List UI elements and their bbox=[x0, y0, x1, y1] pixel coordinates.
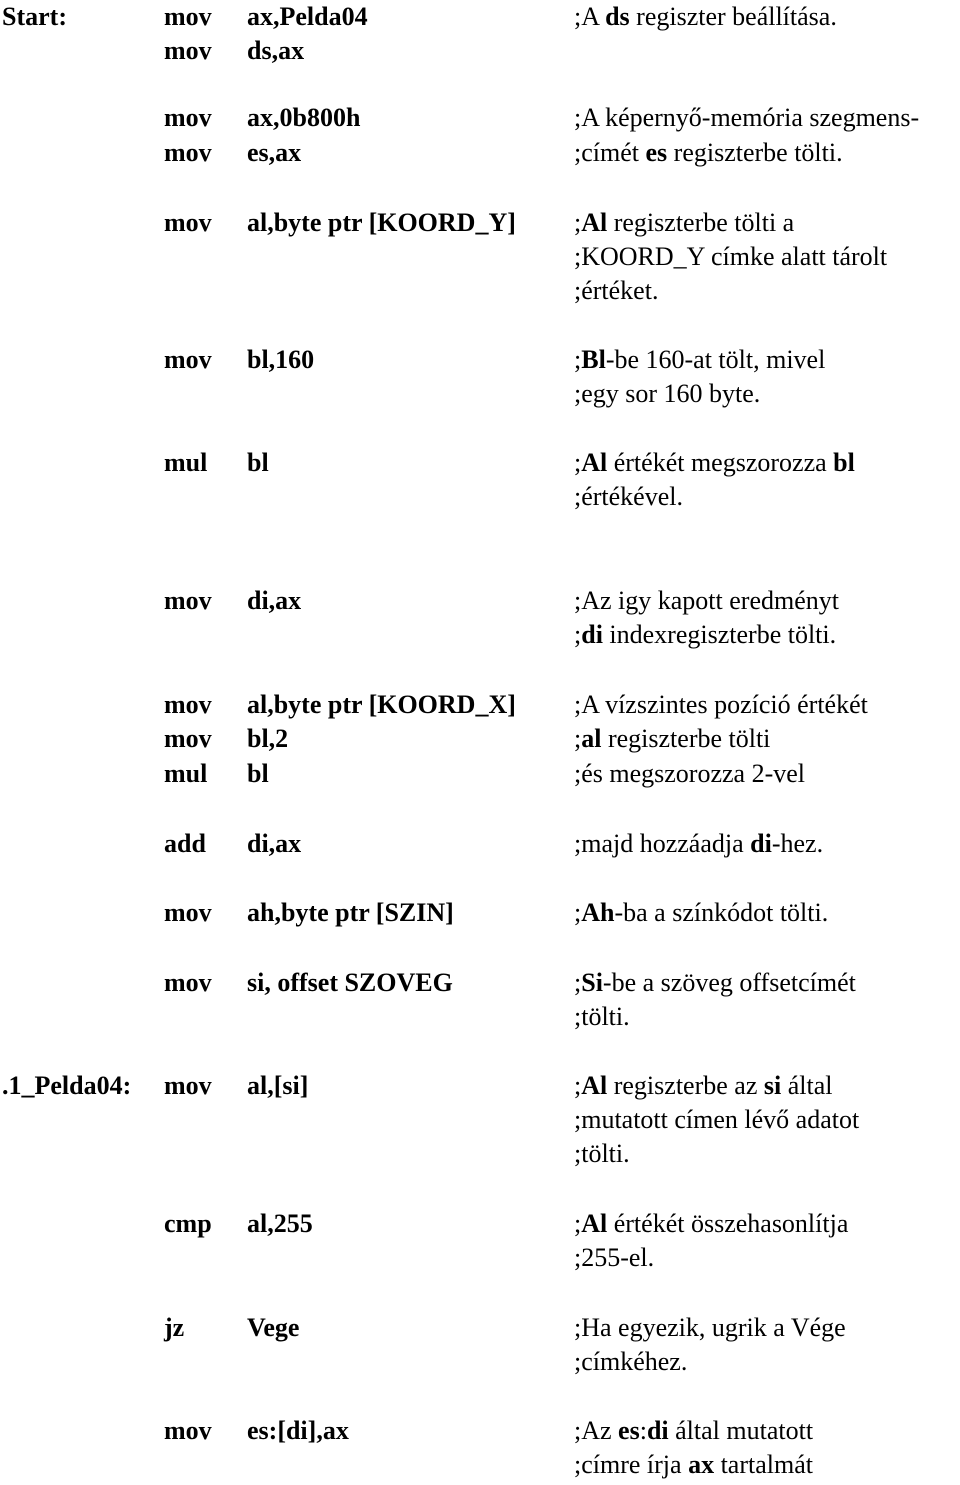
comment-register-name: Al bbox=[581, 1071, 608, 1100]
comment-text: ;és megszorozza 2-vel bbox=[574, 759, 806, 788]
comment-text: ;Az igy kapott eredményt bbox=[574, 586, 839, 615]
code-line bbox=[0, 1311, 960, 1345]
code-line bbox=[0, 1448, 960, 1482]
comment-text: által mutatott bbox=[668, 1416, 814, 1445]
instruction-mnemonic: cmp bbox=[164, 1209, 212, 1238]
comment-register-name: ax bbox=[688, 1450, 715, 1479]
comment-text: ; bbox=[574, 620, 582, 649]
code-comment bbox=[574, 206, 794, 240]
comment-text: ;tölti. bbox=[574, 1139, 630, 1168]
comment-text: regiszterbe tölti a bbox=[607, 208, 795, 237]
comment-text: regiszterbe tölti bbox=[601, 724, 771, 753]
comment-text: ;értéket. bbox=[574, 276, 659, 305]
comment-register-name: Ah bbox=[581, 898, 615, 927]
code-comment bbox=[574, 966, 856, 1000]
comment-text: regiszterbe az bbox=[607, 1071, 764, 1100]
comment-text: ; bbox=[574, 448, 582, 477]
code-comment bbox=[574, 480, 683, 514]
code-line bbox=[0, 1207, 960, 1241]
instruction-mnemonic: mov bbox=[164, 138, 212, 167]
code-line bbox=[0, 0, 960, 34]
comment-text: : bbox=[639, 1416, 647, 1445]
instruction-operands: si, offset SZOVEG bbox=[247, 968, 453, 997]
comment-text: -hez. bbox=[771, 829, 824, 858]
code-line bbox=[0, 966, 960, 1000]
comment-register-name: Si bbox=[581, 968, 603, 997]
code-comment bbox=[574, 896, 828, 930]
instruction-mnemonic: mov bbox=[164, 36, 212, 65]
comment-register-name: al bbox=[581, 724, 602, 753]
code-comment bbox=[574, 1414, 813, 1448]
instruction-operands: ah,byte ptr [SZIN] bbox=[247, 898, 454, 927]
comment-register-name: ds bbox=[605, 2, 630, 31]
code-comment bbox=[574, 274, 658, 308]
instruction-mnemonic: add bbox=[164, 829, 206, 858]
code-comment bbox=[574, 377, 760, 411]
code-line bbox=[0, 34, 960, 68]
code-comment bbox=[574, 1069, 832, 1103]
comment-text: tartalmát bbox=[714, 1450, 813, 1479]
instruction-mnemonic: mov bbox=[164, 2, 212, 31]
comment-text: ; bbox=[574, 345, 582, 374]
code-line bbox=[0, 480, 960, 514]
instruction-mnemonic: mov bbox=[164, 1416, 212, 1445]
comment-text: -ba a színkódot tölti. bbox=[614, 898, 829, 927]
instruction-operands: di,ax bbox=[247, 586, 302, 615]
code-comment bbox=[574, 240, 887, 274]
code-comment bbox=[574, 1137, 630, 1171]
comment-text: ;egy sor 160 byte. bbox=[574, 379, 761, 408]
code-comment bbox=[574, 1311, 846, 1345]
comment-text: ;mutatott címen lévő adatot bbox=[574, 1105, 860, 1134]
instruction-mnemonic: mov bbox=[164, 724, 212, 753]
comment-text: ;KOORD_Y címke alatt tárolt bbox=[574, 242, 888, 271]
instruction-mnemonic: mov bbox=[164, 898, 212, 927]
comment-text: ;A képernyő-memória szegmens- bbox=[574, 103, 920, 132]
instruction-operands: es:[di],ax bbox=[247, 1416, 349, 1445]
comment-register-name: di bbox=[750, 829, 772, 858]
comment-text: -be a szöveg offsetcímét bbox=[602, 968, 856, 997]
code-comment bbox=[574, 722, 770, 756]
instruction-mnemonic: jz bbox=[164, 1313, 185, 1342]
comment-register-name: Al bbox=[581, 208, 608, 237]
comment-text: ;A vízszintes pozíció értékét bbox=[574, 690, 868, 719]
code-line bbox=[0, 206, 960, 240]
instruction-operands: al,255 bbox=[247, 1209, 313, 1238]
instruction-operands: Vege bbox=[247, 1313, 300, 1342]
code-line bbox=[0, 827, 960, 861]
comment-text: ;Ha egyezik, ugrik a Vége bbox=[574, 1313, 846, 1342]
instruction-operands: al,byte ptr [KOORD_Y] bbox=[247, 208, 516, 237]
comment-register-name: si bbox=[763, 1071, 782, 1100]
code-comment bbox=[574, 827, 823, 861]
code-comment bbox=[574, 1000, 630, 1034]
code-line bbox=[0, 722, 960, 756]
code-line bbox=[0, 101, 960, 135]
instruction-operands: ax,Pelda04 bbox=[247, 2, 368, 31]
instruction-operands: di,ax bbox=[247, 829, 302, 858]
comment-text: indexregiszterbe tölti. bbox=[602, 620, 837, 649]
code-line bbox=[0, 896, 960, 930]
comment-text: ;tölti. bbox=[574, 1002, 630, 1031]
comment-text: ;255-el. bbox=[574, 1243, 655, 1272]
instruction-operands: bl bbox=[247, 448, 269, 477]
code-comment bbox=[574, 584, 839, 618]
code-line bbox=[0, 1000, 960, 1034]
instruction-mnemonic: mov bbox=[164, 208, 212, 237]
code-line bbox=[0, 618, 960, 652]
instruction-operands: bl bbox=[247, 759, 269, 788]
comment-register-name: Al bbox=[581, 448, 608, 477]
instruction-mnemonic: mov bbox=[164, 103, 212, 132]
code-line bbox=[0, 446, 960, 480]
comment-text: ;címkéhez. bbox=[574, 1347, 688, 1376]
code-label: .1_Pelda04: bbox=[2, 1071, 132, 1100]
code-comment bbox=[574, 0, 837, 34]
code-line bbox=[0, 274, 960, 308]
instruction-mnemonic: mul bbox=[164, 448, 208, 477]
code-line bbox=[0, 377, 960, 411]
instruction-operands: bl,160 bbox=[247, 345, 315, 374]
comment-text: értékét összehasonlítja bbox=[607, 1209, 849, 1238]
code-comment bbox=[574, 101, 919, 135]
comment-register-name: bl bbox=[833, 448, 855, 477]
comment-text: regiszter beállítása. bbox=[629, 2, 837, 31]
code-comment bbox=[574, 618, 836, 652]
comment-text: ; bbox=[574, 208, 582, 237]
instruction-operands: ax,0b800h bbox=[247, 103, 361, 132]
code-line bbox=[0, 757, 960, 791]
comment-text: ;A bbox=[574, 2, 606, 31]
code-line bbox=[0, 584, 960, 618]
instruction-operands: al,byte ptr [KOORD_X] bbox=[247, 690, 516, 719]
comment-register-name: es bbox=[618, 1416, 640, 1445]
comment-text: által bbox=[781, 1071, 833, 1100]
code-comment bbox=[574, 446, 855, 480]
comment-text: ; bbox=[574, 968, 582, 997]
code-line bbox=[0, 1103, 960, 1137]
code-comment bbox=[574, 1345, 687, 1379]
comment-text: ; bbox=[574, 724, 582, 753]
comment-text: ;címét bbox=[574, 138, 646, 167]
comment-text: regiszterbe tölti. bbox=[667, 138, 843, 167]
code-line bbox=[0, 136, 960, 170]
code-comment bbox=[574, 1448, 813, 1482]
instruction-mnemonic: mov bbox=[164, 690, 212, 719]
code-comment bbox=[574, 757, 805, 791]
code-line bbox=[0, 1414, 960, 1448]
instruction-operands: bl,2 bbox=[247, 724, 289, 753]
comment-text: értékét megszorozza bbox=[607, 448, 834, 477]
comment-register-name: Bl bbox=[581, 345, 606, 374]
comment-text: ;Az bbox=[574, 1416, 619, 1445]
comment-text: ;címre írja bbox=[574, 1450, 689, 1479]
code-comment bbox=[574, 688, 868, 722]
comment-register-name: di bbox=[581, 620, 603, 649]
instruction-operands: ds,ax bbox=[247, 36, 305, 65]
code-comment bbox=[574, 1241, 654, 1275]
comment-text: ; bbox=[574, 898, 582, 927]
code-line bbox=[0, 688, 960, 722]
comment-text: -be 160-at tölt, mivel bbox=[605, 345, 826, 374]
comment-register-name: di bbox=[646, 1416, 669, 1445]
comment-text: ; bbox=[574, 1209, 582, 1238]
comment-text: ;értékével. bbox=[574, 482, 683, 511]
instruction-mnemonic: mul bbox=[164, 759, 208, 788]
code-line bbox=[0, 1345, 960, 1379]
instruction-mnemonic: mov bbox=[164, 1071, 212, 1100]
code-label: Start: bbox=[2, 2, 67, 31]
instruction-mnemonic: mov bbox=[164, 968, 212, 997]
instruction-operands: es,ax bbox=[247, 138, 302, 167]
instruction-mnemonic: mov bbox=[164, 345, 212, 374]
code-comment bbox=[574, 1207, 848, 1241]
instruction-operands: al,[si] bbox=[247, 1071, 309, 1100]
code-line bbox=[0, 1241, 960, 1275]
comment-register-name: es bbox=[645, 138, 668, 167]
comment-text: ;majd hozzáadja bbox=[574, 829, 751, 858]
code-comment bbox=[574, 1103, 859, 1137]
code-line bbox=[0, 343, 960, 377]
code-line bbox=[0, 1137, 960, 1171]
comment-register-name: Al bbox=[581, 1209, 608, 1238]
code-comment bbox=[574, 136, 843, 170]
code-comment bbox=[574, 343, 825, 377]
comment-text: ; bbox=[574, 1071, 582, 1100]
instruction-mnemonic: mov bbox=[164, 586, 212, 615]
code-line bbox=[0, 1069, 960, 1103]
code-line bbox=[0, 240, 960, 274]
